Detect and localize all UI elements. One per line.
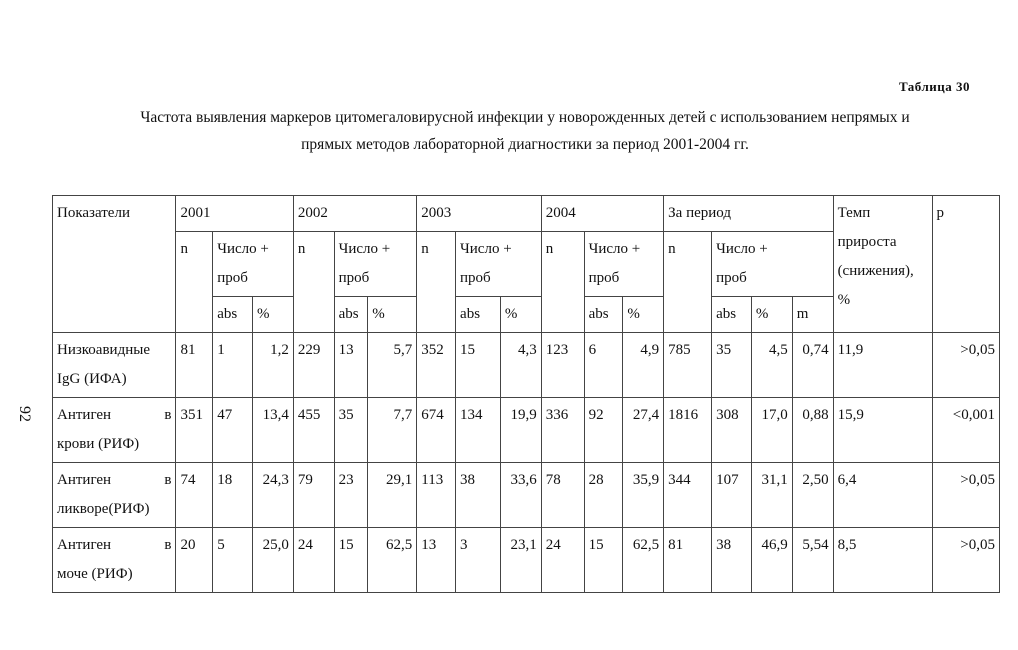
header-samples-2003 <box>456 232 542 297</box>
cell-abs: 134 <box>456 398 501 463</box>
cell-abs: 6 <box>584 333 623 398</box>
table-row <box>53 333 1000 398</box>
row-name-line1 <box>57 531 171 560</box>
cell-pct: 33,6 <box>500 463 541 528</box>
samples-label-line1: Число + <box>217 241 269 257</box>
table-number-label: Таблица 30 <box>898 79 970 94</box>
cell-growth-rate: 8,5 <box>833 528 932 593</box>
cell-abs: 15 <box>584 528 623 593</box>
cell-n: 74 <box>176 463 213 528</box>
cell-pct: 27,4 <box>623 398 664 463</box>
cell-p-value: <0,001 <box>932 398 999 463</box>
cell-period-abs: 107 <box>712 463 752 528</box>
header-year-2004: 2004 <box>541 196 663 232</box>
cell-pct: 1,2 <box>253 333 294 398</box>
header-samples-2002 <box>334 232 417 297</box>
cell-abs: 15 <box>456 333 501 398</box>
cell-abs: 38 <box>456 463 501 528</box>
row-name-word: Антиген <box>57 407 112 423</box>
cell-n: 78 <box>541 463 584 528</box>
cell-abs: 5 <box>213 528 253 593</box>
row-name-line2: IgG (ИФА) <box>57 371 127 387</box>
cell-p-value: >0,05 <box>932 333 999 398</box>
cell-pct: 4,9 <box>623 333 664 398</box>
cell-period-m: 0,74 <box>792 333 833 398</box>
samples-label-line2: проб <box>338 270 370 286</box>
cell-abs: 28 <box>584 463 623 528</box>
cell-pct: 19,9 <box>500 398 541 463</box>
row-name-preposition: в <box>164 407 172 423</box>
page-number: 92 <box>16 406 33 422</box>
cell-n: 79 <box>293 463 334 528</box>
cell-period-abs: 38 <box>712 528 752 593</box>
header-row-years <box>53 196 1000 232</box>
cell-n: 351 <box>176 398 213 463</box>
table-row <box>53 463 1000 528</box>
cell-period-abs: 35 <box>712 333 752 398</box>
header-samples-2001 <box>213 232 294 297</box>
header-pct-2002: % <box>368 297 417 333</box>
cell-n: 674 <box>417 398 456 463</box>
cell-abs: 18 <box>213 463 253 528</box>
cell-period-pct: 46,9 <box>751 528 792 593</box>
cell-pct: 62,5 <box>368 528 417 593</box>
cell-n: 24 <box>293 528 334 593</box>
cell-n: 113 <box>417 463 456 528</box>
samples-label-line1: Число + <box>588 241 641 257</box>
header-pct-period: % <box>751 297 792 333</box>
header-indicator: Показатели <box>53 196 176 333</box>
cell-pct: 7,7 <box>368 398 417 463</box>
cell-n: 352 <box>417 333 456 398</box>
cell-period-m: 2,50 <box>792 463 833 528</box>
header-n-2002: n <box>293 232 334 333</box>
cell-n: 20 <box>176 528 213 593</box>
row-name-line1 <box>57 401 171 430</box>
cell-pct: 4,3 <box>500 333 541 398</box>
table-row <box>53 528 1000 593</box>
cell-abs: 15 <box>334 528 368 593</box>
row-indicator-name <box>53 463 176 528</box>
row-name-preposition: в <box>164 537 172 553</box>
cell-period-pct: 4,5 <box>751 333 792 398</box>
cell-abs: 47 <box>213 398 253 463</box>
cell-abs: 92 <box>584 398 623 463</box>
cell-period-n: 1816 <box>664 398 712 463</box>
cell-p-value: >0,05 <box>932 463 999 528</box>
header-growth-rate: Темп прироста (снижения), % <box>833 196 932 333</box>
cell-period-pct: 17,0 <box>751 398 792 463</box>
samples-label-line1: Число + <box>460 241 512 257</box>
header-pct-2003: % <box>500 297 541 333</box>
cell-abs: 35 <box>334 398 368 463</box>
results-table <box>52 195 1000 593</box>
header-year-2001: 2001 <box>176 196 293 232</box>
table-row <box>53 398 1000 463</box>
table-caption-line-1: Частота выявления маркеров цитомегаловирусной инфекции у новорожденных детей с использованием непрямых и <box>140 109 910 126</box>
cell-n: 229 <box>293 333 334 398</box>
header-n-2004: n <box>541 232 584 333</box>
header-n-2003: n <box>417 232 456 333</box>
header-year-2002: 2002 <box>293 196 416 232</box>
samples-label-line2: проб <box>588 270 620 286</box>
cell-pct: 29,1 <box>368 463 417 528</box>
header-year-2003: 2003 <box>417 196 541 232</box>
header-n-2001: n <box>176 232 213 333</box>
header-p-value: р <box>932 196 999 333</box>
cell-growth-rate: 11,9 <box>833 333 932 398</box>
cell-period-n: 81 <box>664 528 712 593</box>
cell-pct: 13,4 <box>253 398 294 463</box>
cell-n: 336 <box>541 398 584 463</box>
cell-growth-rate: 6,4 <box>833 463 932 528</box>
samples-label-line2: проб <box>716 270 747 286</box>
cell-pct: 35,9 <box>623 463 664 528</box>
header-abs-2001: abs <box>213 297 253 333</box>
row-name-line2: моче (РИФ) <box>57 566 133 582</box>
row-indicator-name <box>53 398 176 463</box>
cell-pct: 5,7 <box>368 333 417 398</box>
cell-n: 455 <box>293 398 334 463</box>
cell-abs: 23 <box>334 463 368 528</box>
cell-period-abs: 308 <box>712 398 752 463</box>
row-name-word: Антиген <box>57 537 112 553</box>
header-period: За период <box>664 196 833 232</box>
cell-pct: 24,3 <box>253 463 294 528</box>
cell-pct: 25,0 <box>253 528 294 593</box>
header-abs-2004: abs <box>584 297 623 333</box>
cell-period-n: 785 <box>664 333 712 398</box>
header-abs-2003: abs <box>456 297 501 333</box>
samples-label-line2: проб <box>460 270 491 286</box>
cell-abs: 3 <box>456 528 501 593</box>
row-name-line1 <box>57 466 171 495</box>
cell-pct: 23,1 <box>500 528 541 593</box>
cell-period-m: 0,88 <box>792 398 833 463</box>
header-abs-2002: abs <box>334 297 368 333</box>
cell-period-n: 344 <box>664 463 712 528</box>
cell-period-m: 5,54 <box>792 528 833 593</box>
samples-label-line1: Число + <box>338 241 391 257</box>
row-name-word: Антиген <box>57 472 112 488</box>
cell-abs: 13 <box>334 333 368 398</box>
cell-n: 24 <box>541 528 584 593</box>
cell-n: 81 <box>176 333 213 398</box>
header-pct-2001: % <box>253 297 294 333</box>
samples-label-line1: Число + <box>716 241 768 257</box>
cell-p-value: >0,05 <box>932 528 999 593</box>
row-indicator-name <box>53 333 176 398</box>
cell-n: 13 <box>417 528 456 593</box>
header-m-period: m <box>792 297 833 333</box>
row-name-line2: ликворе(РИФ) <box>57 501 150 517</box>
row-name-preposition: в <box>164 472 172 488</box>
header-abs-period: abs <box>712 297 752 333</box>
cell-n: 123 <box>541 333 584 398</box>
cell-period-pct: 31,1 <box>751 463 792 528</box>
row-indicator-name <box>53 528 176 593</box>
row-name-line2: крови (РИФ) <box>57 436 140 452</box>
cell-pct: 62,5 <box>623 528 664 593</box>
header-pct-2004: % <box>623 297 664 333</box>
samples-label-line2: проб <box>217 270 248 286</box>
row-name-line1 <box>57 336 171 365</box>
header-samples-2004 <box>584 232 664 297</box>
cell-growth-rate: 15,9 <box>833 398 932 463</box>
header-n-period: n <box>664 232 712 333</box>
cell-abs: 1 <box>213 333 253 398</box>
header-samples-period <box>712 232 833 297</box>
table-caption-line-2: прямых методов лабораторной диагностики за период 2001-2004 гг. <box>301 136 749 153</box>
row-name-word: Низкоавидные <box>57 342 150 358</box>
